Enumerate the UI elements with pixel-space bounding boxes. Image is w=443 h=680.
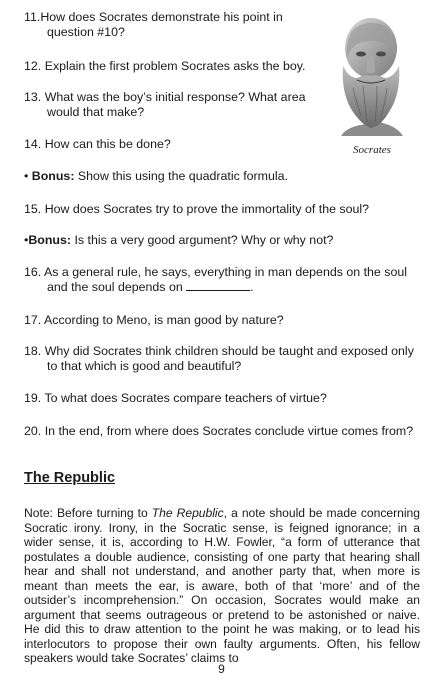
question-text: In the end, from where does Socrates conclude virtue comes from?	[44, 424, 414, 438]
question-text: Why did Socrates think children should be taught and exposed only	[44, 344, 414, 358]
question-text: To what does Socrates compare teachers of virtue?	[44, 391, 327, 405]
question-number: 19.	[24, 391, 42, 405]
bonus-text: Show this using the quadratic formula.	[77, 169, 288, 183]
bonus-question-2: •Bonus: Is this a very good argument? Why or why not?	[24, 233, 334, 247]
question-number: 13.	[24, 90, 42, 104]
question-number: 11.	[24, 10, 41, 24]
bonus-label: Bonus:	[31, 169, 75, 183]
note-text-start: Note: Before turning to	[24, 506, 152, 520]
question-number: 14.	[24, 137, 42, 151]
question-17	[24, 313, 420, 328]
question-13	[24, 90, 324, 120]
question-text: How can this be done?	[44, 137, 171, 151]
question-20	[24, 424, 420, 439]
question-text: How does Socrates try to prove the immortality of the soul?	[44, 202, 370, 216]
answer-blank	[186, 280, 250, 291]
bonus-text: Is this a very good argument? Why or why not?	[74, 233, 334, 247]
question-text-cont: to that which is good and beautiful?	[47, 359, 242, 373]
bonus-question-1: • Bonus: Show this using the quadratic formula.	[24, 169, 288, 183]
question-text: According to Meno, is man good by nature?	[44, 313, 284, 327]
question-18	[24, 344, 420, 374]
page-number: 9	[218, 662, 225, 676]
question-text-cont: would that make?	[47, 105, 145, 119]
note-text-rest: , a note should be made concerning Socratic irony. Irony, in the Socratic sense, is feigned ignorance; in a wider sense, it is, according to H.W. Fowler, “a form of utterance that postulates a double audience, consisting of one party that hearing shall hear and shall not understand, and another party that, when more is meant than meets the ear, is aware, both of that ‘more’ and of the outsider’s incomprehension.” On occasion, Socrates would make an argument that seems outrageous or pretend to be astonished or naive. He did this to draw attention to the point he was making, or to lead his interlocutors to propose their own faulty arguments. Often, his fellow speakers would take Socrates’ claims to	[24, 506, 420, 665]
bonus-label: Bonus:	[28, 233, 72, 247]
question-number: 20.	[24, 424, 42, 438]
question-text: As a general rule, he says, everything in man depends on the soul	[44, 265, 407, 279]
question-text: What was the boy’s initial response? What area	[44, 90, 306, 104]
question-text: How does Socrates demonstrate his point in	[40, 10, 283, 24]
question-number: 12.	[24, 59, 42, 73]
section-heading: The Republic	[24, 470, 116, 486]
question-number: 17.	[24, 313, 42, 327]
question-11	[24, 10, 324, 40]
question-19	[24, 391, 420, 406]
image-caption: Socrates	[353, 144, 391, 156]
question-text-cont: and the soul depends on	[47, 280, 183, 294]
question-number: 16.	[24, 265, 42, 279]
question-15	[24, 202, 420, 217]
question-number: 15.	[24, 202, 42, 216]
question-text-cont: question #10?	[47, 25, 125, 39]
question-text: Explain the first problem Socrates asks the boy.	[44, 59, 306, 73]
note-paragraph	[24, 506, 420, 666]
question-14	[24, 137, 324, 152]
question-12	[24, 59, 324, 74]
question-16: 16. As a general rule, he says, everything in man depends on the soul and the soul depends on .	[24, 265, 407, 294]
note-book-title: The Republic	[151, 506, 224, 520]
socrates-bust-image	[327, 8, 415, 138]
question-number: 18.	[24, 344, 42, 358]
